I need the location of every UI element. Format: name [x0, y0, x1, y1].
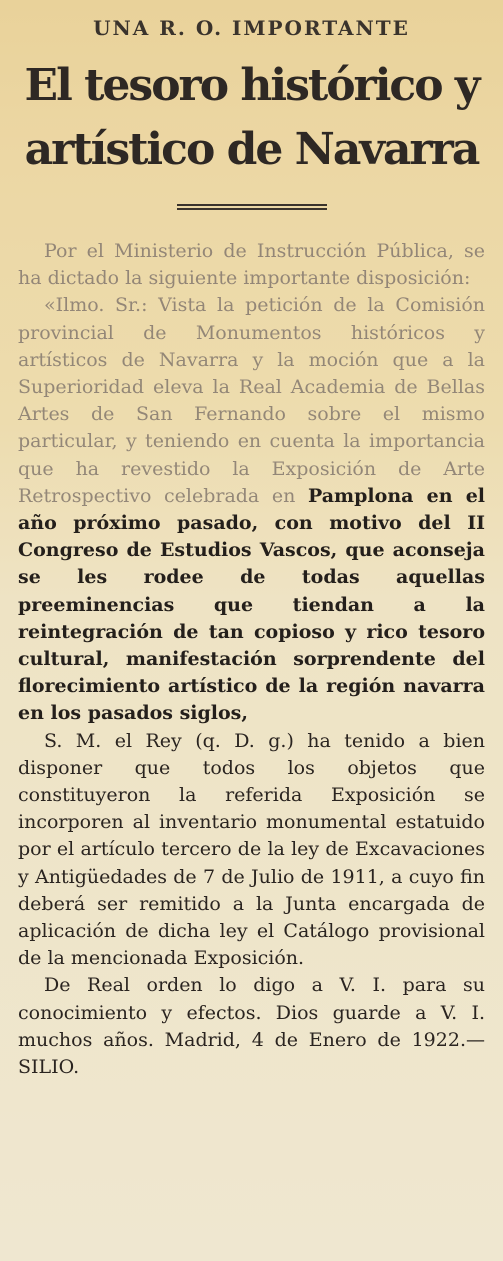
paragraph-dark-part: Pamplona en el año próximo pasado, con motivo del II Congreso de Estudios Vascos, que aconseja se les rodee de todas aquellas preeminencias que tiendan a la reintegración de tan copioso y rico tesoro cultural, manifestación sorprendente del florecimiento artístico de la región navarra en los pasados siglos, [18, 484, 486, 725]
paragraph-faded-part: «Ilmo. Sr.: Vista la petición de la Comisión provincial de Monumentos históricos y artísticos de Navarra y la moción que a la Superioridad eleva la Real Academia de Bellas Artes de San Fernando sobre el mismo particular, y teniendo en cuenta la importancia que ha revestido la Exposición de Arte Retrospectivo celebrada en [18, 294, 485, 507]
headline-line-2: artístico de Navarra [24, 124, 479, 175]
headline-line-1: El tesoro histórico y [24, 60, 479, 111]
paragraph-order-considerations [18, 292, 485, 727]
headline-divider [177, 204, 327, 210]
article-headline [18, 54, 485, 182]
paragraph-intro: Por el Ministerio de Instrucción Pública, se ha dictado la siguiente importante disposición: [18, 240, 485, 290]
paragraph-closing-signature: De Real orden lo digo a V. I. para su conocimiento y efectos. Dios guarde a V. I. muchos años. Madrid, 4 de Enero de 1922.—SILIO. [18, 974, 485, 1079]
article-body [18, 238, 485, 1081]
paragraph-royal-decision: S. M. el Rey (q. D. g.) ha tenido a bien disponer que todos los objetos que constituyeron la referida Exposición se incorporen al inventario monumental estatuido por el artículo tercero de la ley de Excavaciones y Antigüedades de 7 de Julio de 1911, a cuyo fin deberá ser remitido a la Junta encargada de aplicación de dicha ley el Catálogo provisional de la mencionada Exposición. [18, 729, 485, 970]
kicker-heading: UNA R. O. IMPORTANTE [93, 16, 410, 40]
